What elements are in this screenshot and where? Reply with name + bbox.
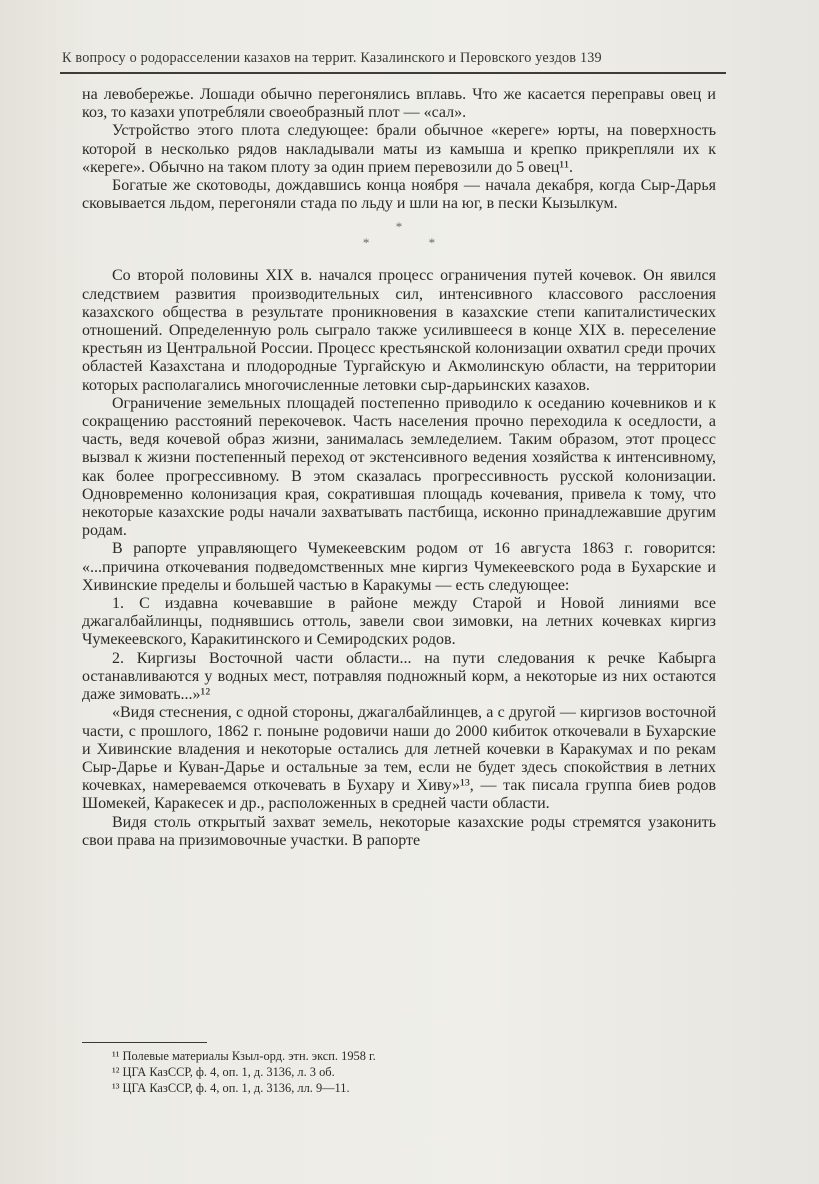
footnotes bbox=[112, 1048, 672, 1096]
paragraph: Устройство этого плота следующее: брали обычное «кереге» юрты, на поверхность которой в несколько рядов накладывали маты из камыша и крепко прикрепляли их к «кереге». Обычно на таком плоту за один прием перевозили до 5 овец¹¹. bbox=[82, 122, 716, 176]
paragraph: Богатые же скотоводы, дождавшись конца ноября — начала декабря, когда Сыр-Дарья сковывается льдом, перегоняли стада по льду и шли на юг, в пески Кызылкум. bbox=[82, 177, 716, 213]
paragraph: «Видя стеснения, с одной стороны, джагалбайлинцев, а с другой — киргизов восточной части, с прошлого, 1862 г. поныне родовичи наши до 2000 кибиток откочевали в Бухарские и Хивинские владения и некоторые остались для летней кочевки в Каракумах и по рекам Сыр-Дарье и Куван-Дарье и остальные за тем, если не будет здесь спокойствия в летних кочевках, намереваемся откочевать в Бухару и Хиву»¹³, — так писала группа биев родов Шомекей, Каракесек и др., расположенных в средней части области. bbox=[82, 704, 716, 813]
paragraph: Со второй половины XIX в. начался процесс ограничения путей кочевок. Он явился следствием развития производительных сил, интенсивного классового расслоения казахского общества в результате проникновения в казахские степи капиталистических отношений. Определенную роль сыграло также усилившееся в конце XIX в. переселение крестьян из Центральной России. Процесс крестьянской колонизации охватил среди прочих областей Казахстана и плодородные Тургайскую и Акмолинскую области, на территории которых располагались многочисленные летовки сыр-дарьинских казахов. bbox=[82, 267, 716, 394]
separator-stars-bottom: * * bbox=[362, 235, 464, 251]
quote-item: 2. Киргизы Восточной части области... на пути следования к речке Кабырга останавливаются у водных мест, потравляя подножный корм, а некоторые из них остаются даже зимовать...»¹² bbox=[82, 649, 716, 704]
quote-item: 1. С издавна кочевавшие в районе между Старой и Новой линиями все джагалбайлинцы, поднявшись оттоль, завели свои зимовки, на летних кочевках киргиз Чумекеевского, Каракитинского и Семиродских родов. bbox=[82, 595, 716, 649]
running-header: К вопросу о родорасселении казахов на террит. Казалинского и Перовского уездов 139 bbox=[62, 50, 602, 66]
footnote-rule bbox=[82, 1042, 207, 1043]
paragraph: Видя столь открытый захват земель, некоторые казахские роды стремятся узаконить свои права на призимовочные участки. В рапорте bbox=[82, 813, 716, 849]
paragraph: В рапорте управляющего Чумекеевским родом от 16 августа 1863 г. говорится: «...причина откочевания подведомственных мне киргиз Чумекеевского рода в Бухарские и Хивинские пределы и большей частью в Каракумы — есть следующее: bbox=[82, 540, 716, 594]
footnote: ¹³ ЦГА КазССР, ф. 4, оп. 1, д. 3136, лл. 9—11. bbox=[112, 1081, 350, 1095]
paragraph: Ограничение земельных площадей постепенно приводило к оседанию кочевников и к сокращению расстояний перекочевок. Часть населения прочно переходила к оседлости, а часть, ведя кочевой образ жизни, занималась земледелием. Таким образом, этот процесс вызвал к жизни постепенный переход от экстенсивного ведения хозяйства к интенсивному, как более прогрессивному. В этом сказалась прогрессивность русской колонизации. Одновременно колонизация края, сократившая площадь кочевания, привела к тому, что некоторые казахские роды начали захватывать пастбища, исконно принадлежавшие другим родам. bbox=[82, 394, 716, 540]
paragraph: на левобережье. Лошади обычно перегонялись вплавь. Что же касается переправы овец и коз, то казахи употребляли своеобразный плот — «сал». bbox=[82, 86, 716, 122]
header-rule bbox=[60, 72, 726, 74]
footnote: ¹² ЦГА КазССР, ф. 4, оп. 1, д. 3136, л. 3 об. bbox=[112, 1065, 335, 1079]
main-text bbox=[82, 86, 716, 850]
footnote: ¹¹ Полевые материалы Кзыл-орд. этн. эксп. 1958 г. bbox=[112, 1049, 376, 1063]
section-separator bbox=[82, 219, 716, 251]
separator-star-top: * bbox=[395, 219, 403, 235]
